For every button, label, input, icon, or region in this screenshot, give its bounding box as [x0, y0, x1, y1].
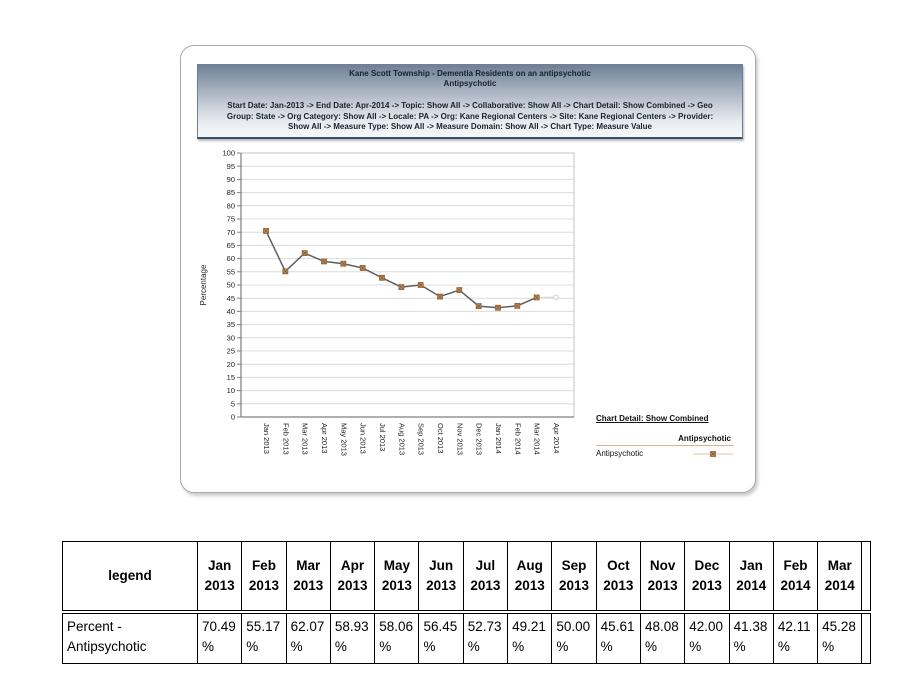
chart-legend [596, 414, 733, 459]
table-header-cell: Mar 2013 [286, 542, 330, 611]
y-tick-label: 50 [226, 280, 235, 290]
chart-filters-line1: Start Date: Jan-2013 -> End Date: Apr-2014 -> Topic: Show All -> Collaborative: Show All -> Chart Detail: Show Combined -> Geo [227, 101, 713, 110]
y-tick-label: 40 [226, 307, 235, 316]
table-row [63, 614, 871, 664]
y-tick-label: 55 [226, 267, 235, 277]
table-header-cell: Mar 2014 [818, 542, 862, 611]
y-tick-label: 75 [226, 214, 235, 224]
table-cell: 70.49 % [198, 614, 242, 664]
x-axis-label: Mar 2014 [532, 423, 542, 455]
table-cell: 42.11 % [773, 614, 817, 664]
x-axis-label: Apr 2014 [551, 423, 561, 454]
x-axis-label: Apr 2013 [319, 423, 329, 454]
table-cell: 52.73 % [463, 614, 507, 664]
table-cell: 42.00 % [685, 614, 729, 664]
y-tick-label: 80 [226, 201, 235, 211]
x-axis-label: Nov 2013 [455, 423, 465, 456]
chart-title-line2: Antipsychotic [443, 79, 497, 88]
table-header-cell: Feb 2014 [773, 542, 817, 611]
y-axis-title: Percentage [199, 264, 208, 306]
table-cell: 49.21 % [508, 614, 552, 664]
x-axis-label: Sep 2013 [416, 423, 426, 456]
y-tick-label: 65 [226, 241, 235, 250]
table-header-row [63, 542, 871, 611]
table-header-cell: Jul 2013 [463, 542, 507, 611]
table-cell: 41.38 % [729, 614, 773, 664]
table-cell: 58.93 % [330, 614, 374, 664]
x-axis-label: Jul 2013 [377, 423, 387, 452]
table-cell: 55.17 % [242, 614, 286, 664]
legend-row [596, 449, 733, 459]
y-tick-label: 30 [226, 333, 235, 343]
table-header-cell: Dec 2013 [685, 542, 729, 611]
y-tick-label: 60 [226, 254, 235, 264]
y-tick-label: 35 [226, 320, 235, 330]
y-tick-label: 90 [226, 175, 235, 184]
table-header-cell: Apr 2013 [330, 542, 374, 611]
x-axis-label: Jun 2013 [358, 423, 368, 454]
report-panel [180, 45, 756, 493]
table-header-cell: legend [63, 542, 198, 611]
x-axis-label: Mar 2013 [300, 423, 310, 455]
projected-point-marker [554, 295, 559, 300]
table-cell: 45.61 % [596, 614, 640, 664]
table-cell: 48.08 % [640, 614, 684, 664]
table-header-cell [862, 542, 871, 611]
y-tick-label: 0 [230, 412, 235, 422]
table-header-cell: Nov 2013 [640, 542, 684, 611]
x-axis-label: Dec 2013 [474, 423, 484, 456]
table-header-cell: Feb 2013 [242, 542, 286, 611]
x-axis-label: May 2013 [339, 423, 349, 456]
legend-chart-detail-label: Chart Detail: Show Combined [596, 414, 709, 423]
y-tick-label: 10 [226, 386, 235, 396]
table-cell [862, 614, 871, 664]
table-header-cell: Oct 2013 [596, 542, 640, 611]
legend-series-header: Antipsychotic [596, 434, 733, 446]
y-tick-label: 25 [226, 346, 235, 356]
chart-title-line1: Kane Scott Township - Dementia Residents on an antipsychotic [349, 69, 591, 78]
x-axis-label: Jan 2014 [493, 423, 503, 454]
series-line [266, 231, 537, 308]
table-cell: 50.00 % [552, 614, 596, 664]
x-axis-label: Jan 2013 [262, 423, 271, 454]
table-header-cell: Aug 2013 [508, 542, 552, 611]
x-axis-label: Aug 2013 [397, 423, 407, 456]
table-header-cell: May 2013 [375, 542, 419, 611]
legend-marker-icon [693, 449, 733, 459]
y-tick-label: 45 [226, 293, 235, 303]
x-axis-label: Feb 2013 [281, 423, 291, 455]
y-tick-label: 95 [226, 161, 235, 171]
table-cell: 62.07 % [286, 614, 330, 664]
table-row-label: Percent - Antipsychotic [63, 614, 198, 664]
legend-series-label: Antipsychotic [596, 449, 644, 458]
data-table [62, 541, 871, 664]
y-tick-label: 5 [230, 399, 235, 409]
y-tick-label: 85 [226, 188, 235, 198]
table-cell: 58.06 % [375, 614, 419, 664]
chart-filters-line2: Group: State -> Org Category: Show All -> Locale: PA -> Org: Kane Regional Centers -> Site: Kane Regional Centers -> Provider: [226, 111, 714, 121]
chart-filters-line3: Show All -> Measure Type: Show All -> Measure Domain: Show All -> Chart Type: Measure Value [287, 122, 652, 131]
table-header-cell: Jun 2013 [419, 542, 463, 611]
table-header-cell: Jan 2014 [729, 542, 773, 611]
table-cell: 56.45 % [419, 614, 463, 664]
y-tick-label: 70 [226, 227, 235, 237]
y-tick-label: 20 [226, 359, 235, 369]
y-tick-label: 15 [226, 373, 235, 382]
x-axis-label: Feb 2014 [513, 423, 523, 455]
table-cell: 45.28 % [818, 614, 862, 664]
x-axis-label: Oct 2013 [435, 423, 445, 454]
table-header-cell: Sep 2013 [552, 542, 596, 611]
y-tick-label: 100 [222, 148, 235, 158]
chart-header [197, 64, 743, 139]
table-header-cell: Jan 2013 [198, 542, 242, 611]
data-table-header [62, 541, 871, 611]
data-table-body [62, 613, 871, 664]
